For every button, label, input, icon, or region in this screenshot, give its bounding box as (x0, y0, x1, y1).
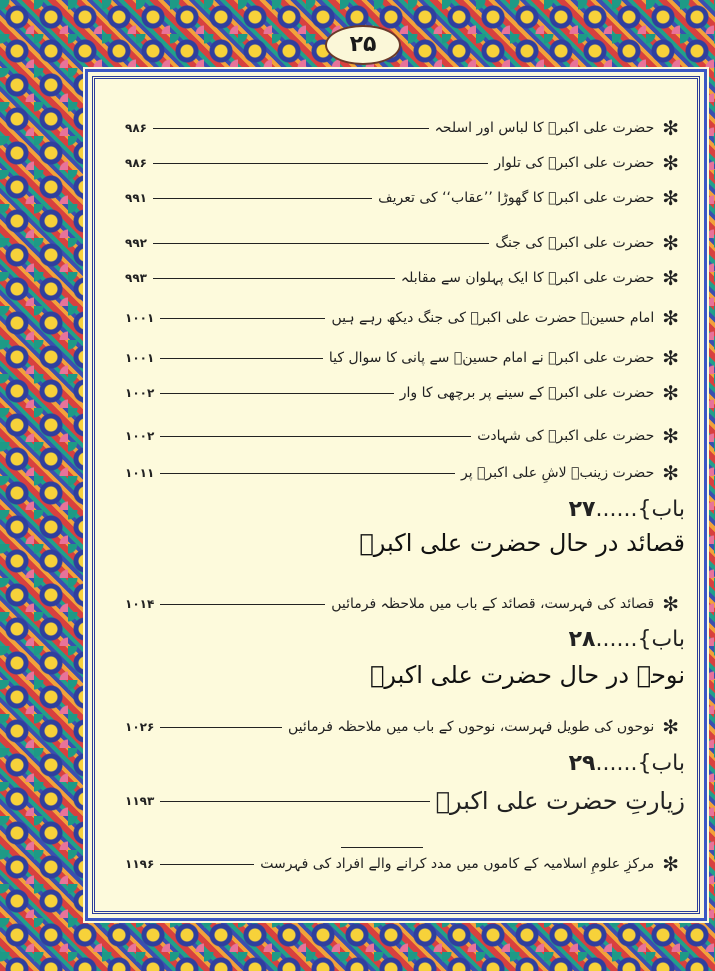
leader-line (160, 318, 325, 319)
entry-page: ۱۱۹۶ (125, 857, 155, 871)
entry-title: حضرت علی اکبرؑ کے سینے پر برچھی کا وار (399, 385, 655, 401)
bullet-star-icon: ✻ (662, 852, 679, 876)
entry-title: حضرت علی اکبرؑ کا ایک پہلوان سے مقابلہ (400, 270, 655, 286)
bullet-star-icon: ✻ (662, 186, 679, 210)
chapter-number: ۲۹ (568, 751, 596, 776)
entry-title: حضرت علی اکبرؑ کی شہادت (477, 428, 655, 444)
bab-label: باب} (637, 751, 685, 776)
bullet-star-icon: ✻ (662, 461, 679, 485)
entry-title: مرکزِ علومِ اسلامیہ کے کاموں میں مدد کرانے والے افراد کی فہرست (260, 856, 655, 872)
page-number: ۲۵ (325, 25, 401, 65)
toc-entry[interactable] (125, 151, 679, 175)
entry-page: ۱۰۰۲ (125, 386, 155, 400)
bullet-star-icon: ✻ (662, 715, 679, 739)
bullet-star-icon: ✻ (662, 151, 679, 175)
separator-line (341, 847, 423, 848)
entry-page: ۱۰۲۶ (125, 720, 155, 734)
entry-page: ۱۰۰۲ (125, 429, 155, 443)
bullet-star-icon: ✻ (662, 381, 679, 405)
toc-entry[interactable] (125, 381, 679, 405)
leader-line (153, 243, 489, 244)
leader-line (153, 198, 372, 199)
chapter-28-heading: نوحے در حال حضرت علی اکبرؑ (369, 661, 685, 689)
chapter-29-label (569, 751, 685, 776)
entry-title: حضرت علی اکبرؑ کی جنگ (495, 235, 655, 251)
bullet-star-icon: ✻ (662, 424, 679, 448)
entry-title: قصائد کی فہرست، قصائد کے باب میں ملاحظہ فرمائیں (331, 596, 655, 612)
bullet-star-icon: ✻ (662, 266, 679, 290)
toc-entry[interactable] (125, 461, 679, 485)
entry-page: ۱۰۰۱ (125, 311, 155, 325)
bullet-star-icon: ✻ (662, 116, 679, 140)
toc-entry[interactable] (125, 186, 679, 210)
entry-page: ۱۰۰۱ (125, 351, 155, 365)
entry-title: امام حسینؑ حضرت علی اکبرؑ کی جنگ دیکھ رہے ہیں (331, 310, 655, 326)
entry-page: ۹۸۶ (125, 156, 147, 170)
bullet-star-icon: ✻ (662, 231, 679, 255)
bab-label: باب} (637, 497, 685, 522)
chapter-29-heading-row[interactable] (125, 787, 685, 815)
toc-entry[interactable] (125, 306, 679, 330)
leader-line (160, 393, 393, 394)
entry-title: حضرت علی اکبرؑ کا گھوڑا ’’عقاب‘‘ کی تعریف (378, 190, 655, 206)
entry-page: ۱۱۹۳ (125, 794, 155, 808)
leader-line (160, 473, 455, 474)
entry-page: ۹۹۱ (125, 191, 147, 205)
entry-title: حضرت زینبؑ لاشِ علی اکبرؑ پر (460, 465, 655, 481)
leader-line (160, 604, 325, 605)
entry-title: نوحوں کی طویل فہرست، نوحوں کے باب میں ملاحظہ فرمائیں (288, 719, 655, 735)
bullet-star-icon: ✻ (662, 592, 679, 616)
leader-line (160, 864, 254, 865)
chapter-number: ۲۷ (568, 497, 596, 522)
toc-entry[interactable] (125, 231, 679, 255)
leader-line (153, 278, 395, 279)
dots: ...... (595, 627, 638, 652)
dots: ...... (595, 751, 638, 776)
chapter-29-heading: زیارتِ حضرت علی اکبرؑ (435, 787, 685, 815)
entry-title: حضرت علی اکبرؑ نے امام حسینؑ سے پانی کا سوال کیا (328, 350, 655, 366)
entry-page: ۹۸۶ (125, 121, 147, 135)
toc-entry[interactable] (125, 715, 679, 739)
chapter-27-heading: قصائد در حال حضرت علی اکبرؑ (359, 529, 685, 557)
chapter-27-label (569, 497, 685, 522)
bullet-star-icon: ✻ (662, 306, 679, 330)
toc-entry[interactable] (125, 592, 679, 616)
leader-line (153, 128, 429, 129)
chapter-28-label (569, 627, 685, 652)
bab-label: باب} (637, 627, 685, 652)
entry-page: ۱۰۱۱ (125, 466, 155, 480)
leader-line (160, 727, 282, 728)
contents-frame (92, 76, 700, 914)
toc-entry[interactable] (125, 424, 679, 448)
leader-line (160, 436, 471, 437)
bullet-star-icon: ✻ (662, 346, 679, 370)
leader-line (160, 801, 429, 802)
dots: ...... (595, 497, 638, 522)
toc-entry[interactable] (125, 346, 679, 370)
leader-line (153, 163, 488, 164)
chapter-number: ۲۸ (568, 627, 596, 652)
entry-page: ۹۹۲ (125, 236, 147, 250)
entry-title: حضرت علی اکبرؑ کی تلوار (494, 155, 655, 171)
leader-line (160, 358, 323, 359)
toc-entry[interactable] (125, 266, 679, 290)
toc-entry[interactable] (125, 116, 679, 140)
entry-page: ۱۰۱۴ (125, 597, 155, 611)
toc-entry[interactable] (125, 852, 679, 876)
entry-page: ۹۹۳ (125, 271, 147, 285)
entry-title: حضرت علی اکبرؑ کا لباس اور اسلحہ (434, 120, 655, 136)
